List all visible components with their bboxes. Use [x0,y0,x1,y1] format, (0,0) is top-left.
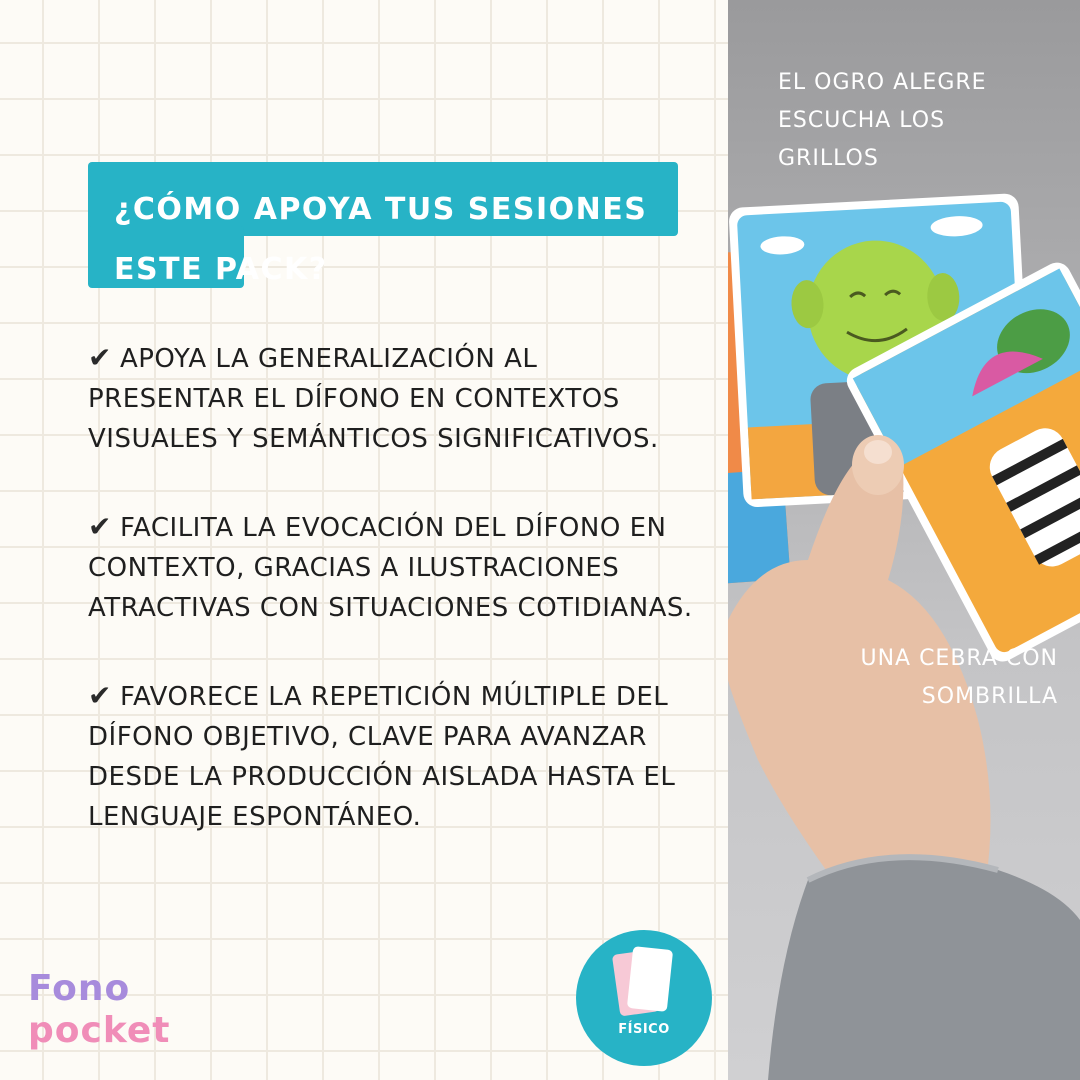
logo-line-2: pocket [28,1010,171,1051]
list-item-text: APOYA LA GENERALIZACIÓN AL PRESENTAR EL DÍFONO EN CONTEXTOS VISUALES Y SEMÁNTICOS SIGNIFICATIVOS. [88,344,659,454]
list-item-text: FACILITA LA EVOCACIÓN DEL DÍFONO EN CONTEXTO, GRACIAS A ILUSTRACIONES ATRACTIVAS CON SITUACIONES COTIDIANAS. [88,513,693,623]
product-photo [728,0,1080,1080]
logo-line-1: Fono [28,968,131,1009]
check-icon: ✔ [88,679,112,712]
list-item [88,676,698,837]
sweater-sleeve [768,857,1080,1080]
check-icon: ✔ [88,510,112,543]
badge-label: FÍSICO [618,1022,670,1037]
list-item [88,507,698,628]
caption-zebra: UNA CEBRA CON SOMBRILLA [860,646,1058,709]
list-item [88,338,698,459]
benefit-list [88,338,698,885]
caption-ogre: EL OGRO ALEGRE ESCUCHA LOS GRILLOS [778,70,987,171]
cards-icon-front [627,946,673,1012]
check-icon: ✔ [88,341,112,374]
physical-badge [576,930,712,1066]
brand-logo [28,968,198,1058]
list-item-text: FAVORECE LA REPETICIÓN MÚLTIPLE DEL DÍFONO OBJETIVO, CLAVE PARA AVANZAR DESDE LA PRODUCCIÓN AISLADA HASTA EL LENGUAJE ESPONTÁNEO. [88,682,676,832]
page-title: ¿CÓMO APOYA TUS SESIONES ESTE PACK? [114,192,648,287]
